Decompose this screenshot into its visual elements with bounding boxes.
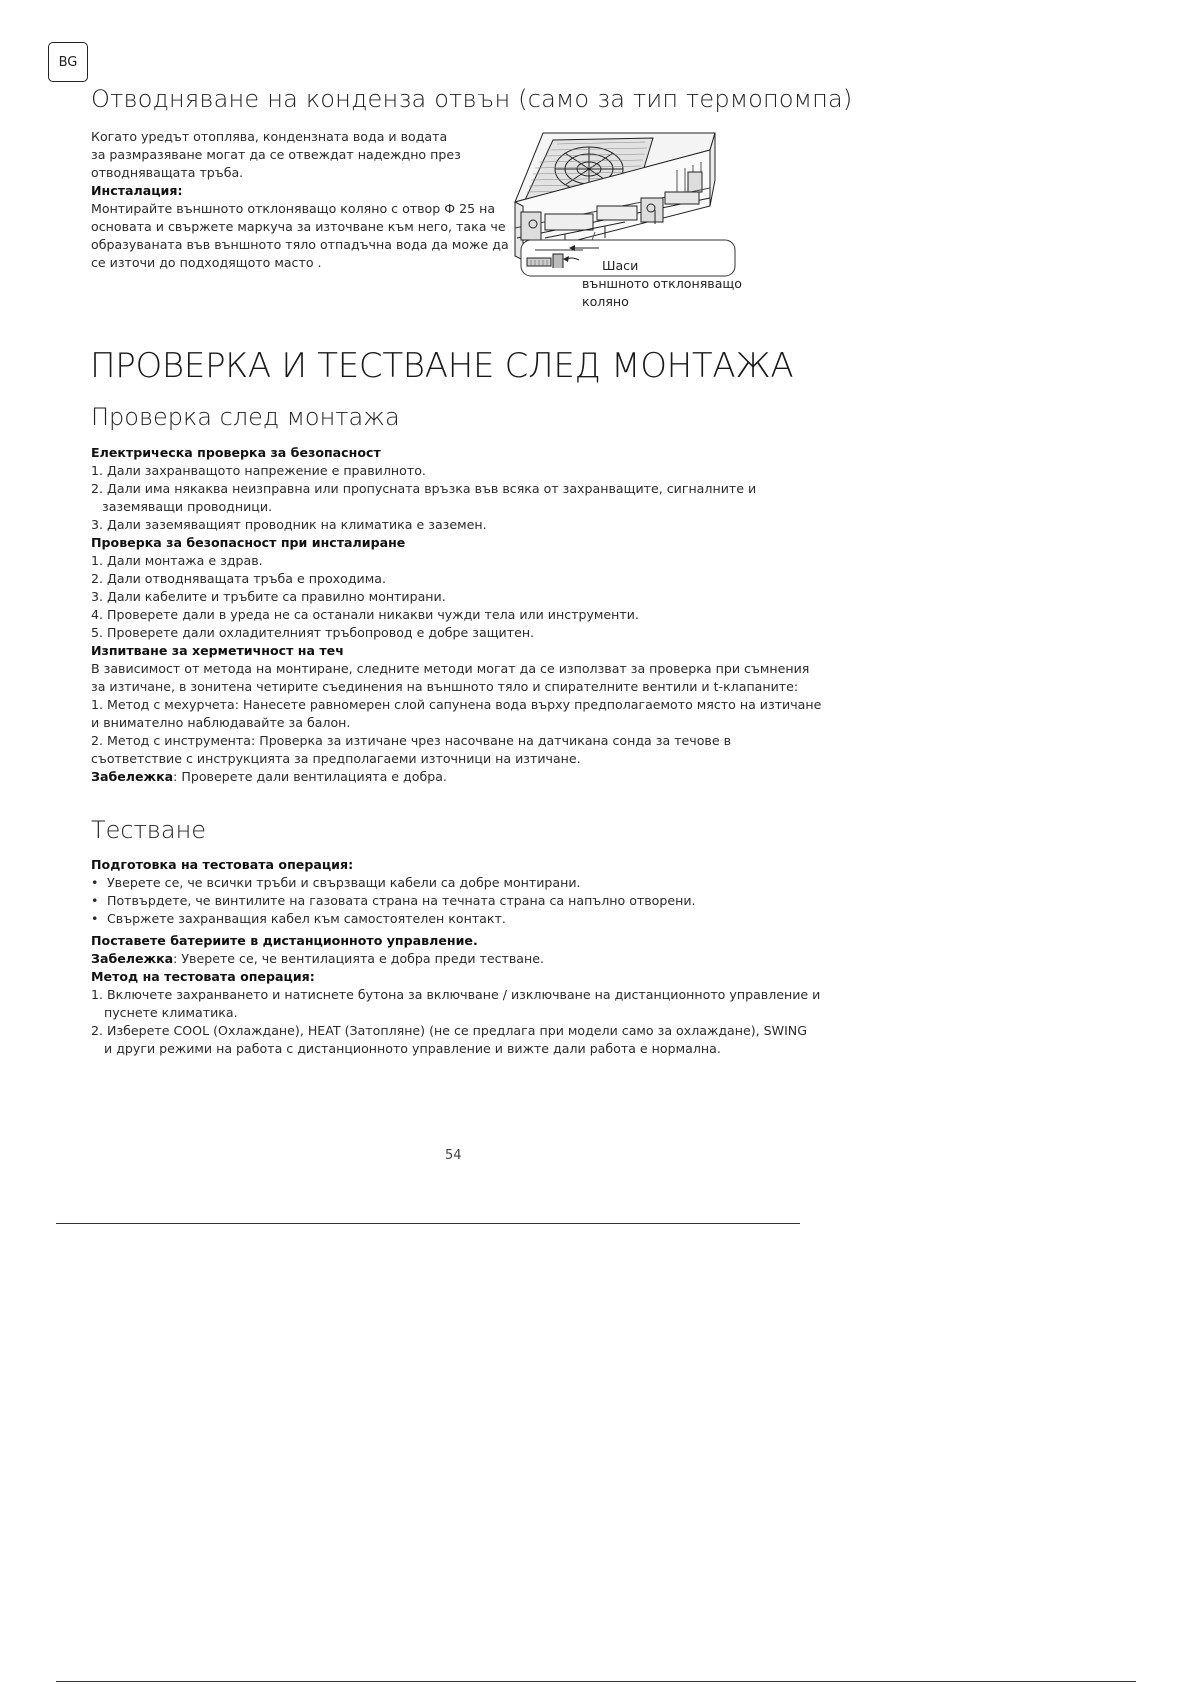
test-section-body [91,856,820,1058]
section-title-test: Тестване [91,816,207,844]
leak-line: за изтичане, в зонитена четирите съединения на външното тяло и спирателните вентили и t-клапаните: [91,679,799,694]
leak-line: 2. Метод с инструмента: Проверка за изтичане чрез насочване на датчикана сонда за течове в [91,733,732,748]
list-item: 2. Дали има някаква неизправна или пропусната връзка във всяка от захранващите, сигналните и [91,481,757,496]
list-item-cont: заземяващи проводници. [102,499,273,514]
section-title-check: Проверка след монтажа [91,403,400,431]
install-label: Инсталация: [91,183,183,198]
bullet-item [91,910,820,928]
bullet-text: Свържете захранващия кабел към самостоятелен контакт. [107,911,506,926]
bullet-icon: • [91,875,99,890]
electrical-check-label: Електрическа проверка за безопасност [91,445,381,460]
leak-test-label: Изпитване за херметичност на теч [91,643,344,658]
test-note [91,950,820,968]
method-line-cont: пуснете климатика. [104,1005,238,1020]
check-section-body [91,444,821,786]
install-line: образуваната във външното тяло отпадъчна вода да може да [91,237,509,252]
intro-text-block [91,128,509,272]
intro-line: Когато уредът отоплява, кондензната вода и водата [91,129,448,144]
main-title: ПРОВЕРКА И ТЕСТВАНЕ СЛЕД МОНТАЖА [90,346,794,386]
page-number: 54 [445,1148,462,1163]
bullet-icon: • [91,911,99,926]
bullet-item [91,892,820,910]
list-item: 3. Дали заземяващият проводник на климатика е заземен. [91,517,487,532]
note-label: Забележка [91,951,174,966]
prep-label: Подготовка на тестовата операция: [91,857,354,872]
method-label: Метод на тестовата операция: [91,969,315,984]
leak-line: и внимателно наблюдавайте за балон. [91,715,351,730]
install-line: основата и свържете маркуча за източване към него, така че [91,219,506,234]
bullet-item [91,874,820,892]
list-item: 4. Проверете дали в уреда не са останали никакви чужди тела или инструменти. [91,607,639,622]
method-line: 2. Изберете COOL (Охлаждане), HEAT (Затопляне) (не се предлага при модели само за охлаждане), SWING [91,1023,807,1038]
list-item: 1. Дали монтажа е здрав. [91,553,263,568]
list-item: 1. Дали захранващото напрежение е правилното. [91,463,426,478]
footer-divider [56,1223,800,1224]
bottom-divider [56,1681,1136,1682]
intro-line: отводняващата тръба. [91,165,244,180]
battery-label: Поставете батериите в дистанционното управление. [91,933,478,948]
leak-line: 1. Метод с мехурчета: Нанесете равномерен слой сапунена вода върху предполагаемото място на изтичане [91,697,822,712]
note-text: : Проверете дали вентилацията е добра. [173,769,447,784]
method-line-cont: и други режими на работа с дистанционното управление и вижте дали работа е нормална. [104,1041,721,1056]
install-line: Монтирайте външното отклоняващо коляно с отвор Ф 25 на [91,201,496,216]
callout-elbow-cont: коляно [582,294,629,309]
leak-note [91,768,821,786]
leak-line: В зависимост от метода на монтиране, следните методи могат да се използват за проверка при съмнения [91,661,810,676]
bullet-text: Уверете се, че всички тръби и свързващи кабели са добре монтирани. [107,875,581,890]
note-text: : Уверете се, че вентилацията е добра преди тестване. [173,951,544,966]
list-item: 3. Дали кабелите и тръбите са правилно монтирани. [91,589,446,604]
note-label: Забележка [91,769,174,784]
bullet-text: Потвърдете, че винтилите на газовата страна на течната страна са напълно отворени. [107,893,696,908]
bullet-icon: • [91,893,99,908]
language-badge: BG [48,42,88,82]
intro-line: за размразяване могат да се отвеждат надеждно през [91,147,461,162]
list-item: 5. Проверете дали охладителният тръбопровод е добре защитен. [91,625,535,640]
leak-line: съответствие с инструкцията за предполагаеми източници на изтичане. [91,751,581,766]
method-line: 1. Включете захранването и натиснете бутона за включване / изключване на дистанционното управление и [91,987,821,1002]
list-item: 2. Дали отводняващата тръба е проходима. [91,571,386,586]
callout-elbow: външното отклоняващо [582,276,742,291]
install-line: се източи до подходящото масто . [91,255,322,270]
section-title-condensate: Отводняване на конденза отвън (само за тип термопомпа) [91,85,853,113]
callout-chassis: Шаси [602,258,639,273]
install-safety-label: Проверка за безопасност при инсталиране [91,535,406,550]
